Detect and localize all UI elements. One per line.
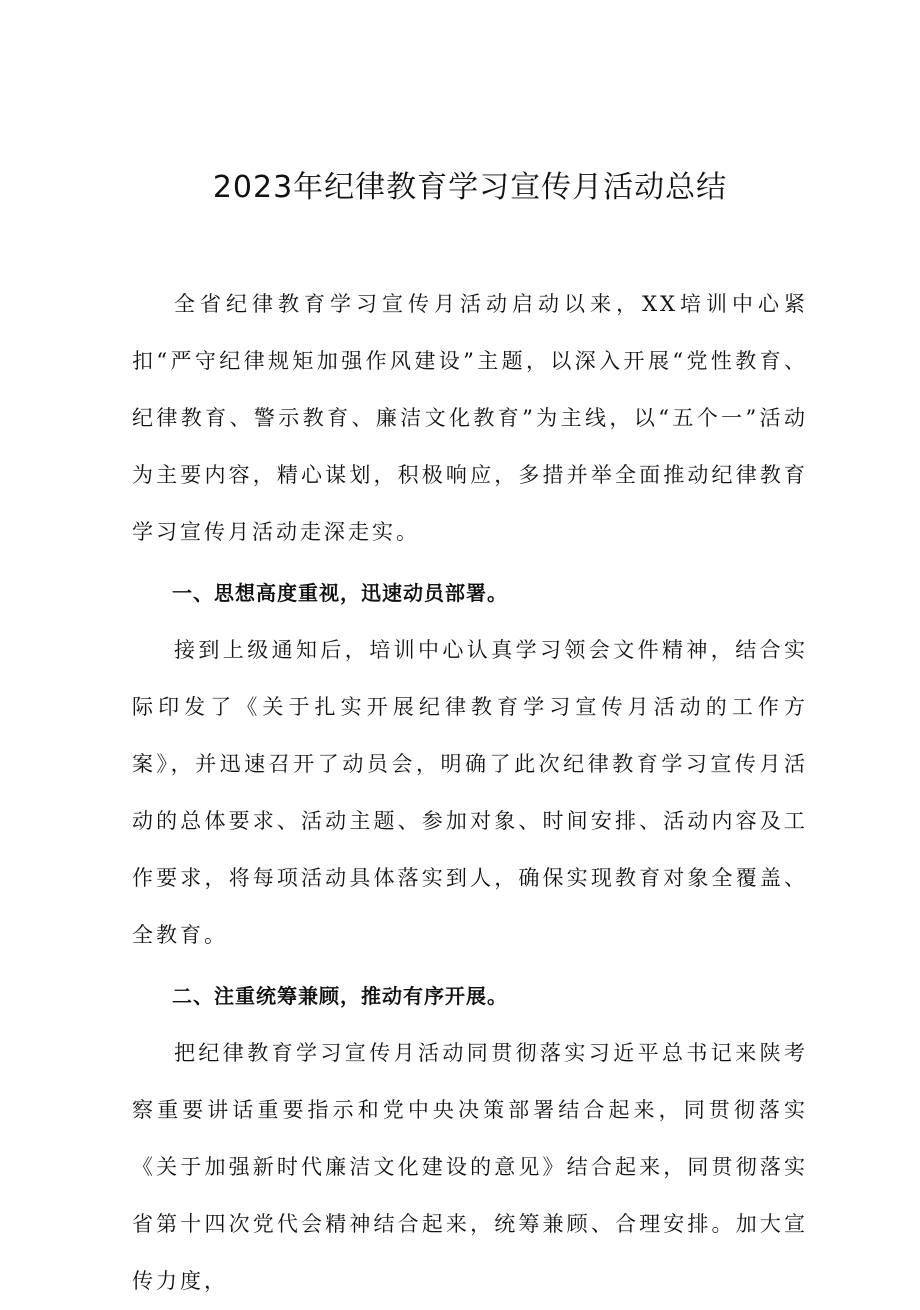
section-2-paragraph: 把纪律教育学习宣传月活动同贯彻落实习近平总书记来陕考察重要讲话重要指示和党中央决策部署结合起来，同贯彻落实《关于加强新时代廉洁文化建设的意见》结合起来，同贯彻落实省第十四次党代会精神结合起来，统筹兼顾、合理安排。加大宣传力度， <box>132 1041 808 1293</box>
section-1-heading: 一、思想高度重视，迅速动员部署。 <box>172 581 508 605</box>
document-body <box>132 276 808 1310</box>
section-1-paragraph: 接到上级通知后，培训中心认真学习领会文件精神，结合实际印发了《关于扎实开展纪律教育学习宣传月活动的工作方案》，并迅速召开了动员会，明确了此次纪律教育学习宣传月活动的总体要求、活动主题、参加对象、时间安排、活动内容及工作要求，将每项活动具体落实到人，确保实现教育对象全覆盖、全教育。 <box>132 638 808 947</box>
intro-paragraph: 全省纪律教育学习宣传月活动启动以来，XX培训中心紧扣“严守纪律规矩加强作风建设”主题，以深入开展“党性教育、纪律教育、警示教育、廉洁文化教育”为主线，以“五个一”活动为主要内容，精心谋划，积极响应，多措并举全面推动纪律教育学习宣传月活动走深走实。 <box>132 292 808 544</box>
section-2-heading: 二、注重统筹兼顾，推动有序开展。 <box>172 984 508 1008</box>
document-title: 2023年纪律教育学习宣传月活动总结 <box>212 170 728 205</box>
